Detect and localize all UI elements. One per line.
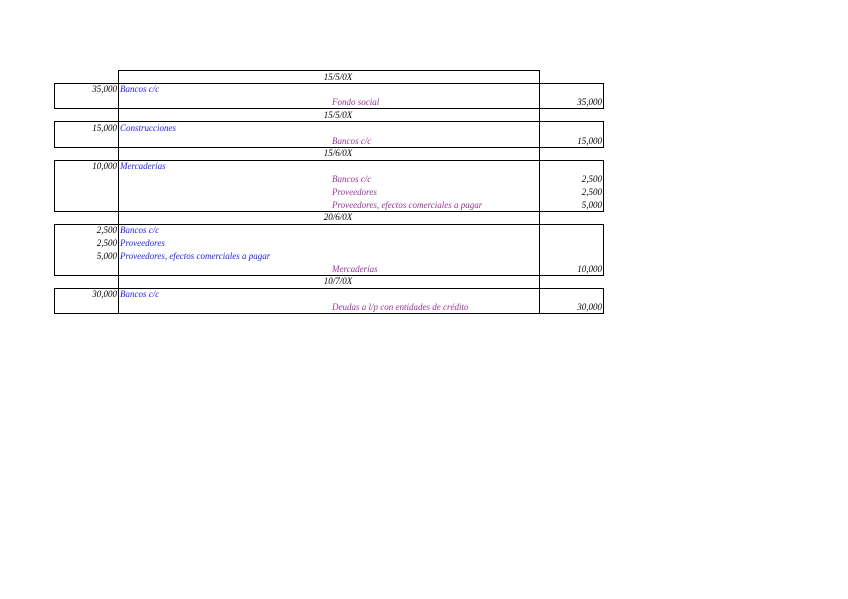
entry-right-rule [603, 121, 604, 148]
credit-account: Bancos c/c [332, 173, 372, 184]
debit-account: Construcciones [120, 122, 176, 133]
debit-amount: 10,000 [92, 161, 117, 172]
credit-amount: 15,000 [577, 135, 602, 146]
credit-amount: 2,500 [581, 186, 602, 197]
date-header-left-rule [118, 108, 119, 121]
credit-amount: 2,500 [581, 173, 602, 184]
debit-account: Proveedores, efectos comerciales a pagar [120, 250, 271, 261]
debit-amount: 2,500 [96, 225, 117, 236]
debit-account: Proveedores [120, 237, 165, 248]
entry-amount-divider-rule [118, 160, 119, 212]
entry-right-rule [603, 224, 604, 276]
credit-amount: 5,000 [581, 199, 602, 210]
credit-account: Bancos c/c [332, 135, 372, 146]
entry-right-rule [603, 83, 604, 110]
credit-account: Deudas a l/p con entidades de crédito [332, 301, 469, 312]
credit-amount: 35,000 [577, 97, 602, 108]
entry-date: 20/6/0X [323, 212, 353, 223]
credit-account: Proveedores, efectos comerciales a pagar [332, 199, 483, 210]
debit-amount: 30,000 [92, 289, 117, 300]
entry-amount-divider-rule [118, 224, 119, 276]
credit-amount: 30,000 [577, 301, 602, 312]
entry-date: 10/7/0X [323, 276, 353, 287]
entry-date: 15/5/0X [323, 71, 353, 82]
entry-date: 15/6/0X [323, 148, 353, 159]
date-header-left-rule [118, 275, 119, 288]
credit-account: Fondo social [332, 97, 380, 108]
credit-account: Proveedores [332, 186, 377, 197]
date-header-left-rule [118, 147, 119, 160]
date-header-left-rule [118, 211, 119, 224]
entry-amount-divider-rule [118, 83, 119, 110]
entry-amount-divider-rule [118, 288, 119, 315]
debit-amount: 35,000 [92, 84, 117, 95]
entry-right-rule [603, 160, 604, 212]
debit-amount: 2,500 [96, 237, 117, 248]
credit-account: Mercaderías [332, 263, 378, 274]
entry-amount-divider-rule [118, 121, 119, 148]
debit-account: Bancos c/c [120, 225, 160, 236]
debit-account: Bancos c/c [120, 289, 160, 300]
debit-amount: 5,000 [96, 250, 117, 261]
date-header-left-rule [118, 70, 119, 83]
credit-amount: 10,000 [577, 263, 602, 274]
debit-account: Mercaderías [120, 161, 166, 172]
debit-amount: 15,000 [92, 122, 117, 133]
entry-date: 15/5/0X [323, 109, 353, 120]
entry-bottom-rule [54, 313, 604, 314]
debit-account: Bancos c/c [120, 84, 160, 95]
entry-right-rule [603, 288, 604, 315]
